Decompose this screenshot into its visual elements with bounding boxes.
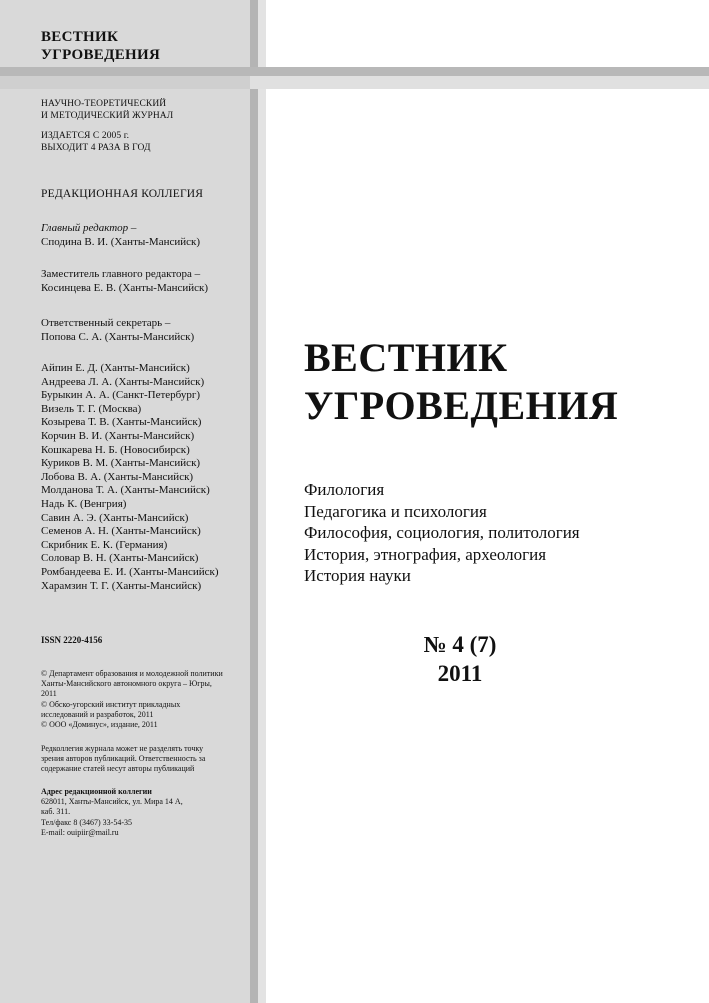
board-member: Визель Т. Г. (Москва) bbox=[41, 402, 142, 415]
chief-editor-name: Сподина В. И. (Ханты-Мансийск) bbox=[41, 235, 201, 248]
executive-secretary-role: Ответственный секретарь – bbox=[41, 317, 171, 329]
sidebar-title-line-2: УГРОВЕДЕНИЯ bbox=[41, 47, 161, 63]
section-item: Философия, социология, политология bbox=[304, 523, 580, 543]
address-heading bbox=[41, 787, 183, 797]
copyright-line: © Обско-угорский институт прикладных bbox=[41, 699, 181, 709]
journal-kind-line-2: И МЕТОДИЧЕСКИЙ ЖУРНАЛ bbox=[41, 110, 174, 121]
copyright-line: исследований и разработок, 2011 bbox=[41, 709, 154, 719]
board-member: Харамзин Т. Г. (Ханты-Мансийск) bbox=[41, 579, 202, 592]
sidebar-title-line-1: ВЕСТНИК bbox=[41, 29, 119, 45]
vertical-stripe-dark bbox=[250, 0, 258, 1003]
publication-per-year: ВЫХОДИТ 4 РАЗА В ГОД bbox=[41, 142, 151, 153]
section-item: Педагогика и психология bbox=[304, 501, 487, 521]
board-member: Соловар В. Н. (Ханты-Мансийск) bbox=[41, 552, 199, 565]
copyright-block bbox=[41, 669, 223, 730]
board-member: Козырева Т. В. (Ханты-Мансийск) bbox=[41, 416, 202, 429]
disclaimer-block bbox=[41, 744, 205, 775]
board-member: Савин А. Э. (Ханты-Мансийск) bbox=[41, 511, 189, 524]
deputy-editor-name: Косинцева Е. В. (Ханты-Мансийск) bbox=[41, 281, 209, 294]
executive-secretary-name: Попова С. А. (Ханты-Мансийск) bbox=[41, 330, 195, 343]
issue-year: 2011 bbox=[437, 661, 483, 686]
board-member: Корчин В. И. (Ханты-Мансийск) bbox=[41, 429, 195, 442]
board-member: Семенов А. Н. (Ханты-Мансийск) bbox=[41, 525, 201, 538]
editorial-board-heading: РЕДАКЦИОННАЯ КОЛЛЕГИЯ bbox=[41, 188, 204, 200]
disclaimer-line: содержание статей несут авторы публикаций bbox=[41, 764, 195, 774]
section-item: Филология bbox=[304, 480, 385, 499]
main-journal-title bbox=[304, 334, 618, 430]
address-line: каб. 311. bbox=[41, 807, 71, 817]
board-members-list bbox=[41, 362, 219, 593]
chief-editor bbox=[41, 222, 200, 249]
chief-editor-role bbox=[41, 222, 200, 236]
issn-number: ISSN 2220-4156 bbox=[41, 635, 103, 645]
board-member: Бурыкин А. А. (Санкт-Петербург) bbox=[41, 389, 200, 402]
journal-kind-line-1: НАУЧНО-ТЕОРЕТИЧЕСКИЙ bbox=[41, 99, 167, 109]
publication-since: ИЗДАЕТСЯ С 2005 г. bbox=[41, 131, 130, 141]
journal-kind bbox=[41, 99, 173, 122]
board-member: Андреева Л. А. (Ханты-Мансийск) bbox=[41, 375, 205, 388]
address-line: 628011, Ханты-Мансийск, ул. Мира 14 А, bbox=[41, 797, 183, 807]
board-member: Куриков В. М. (Ханты-Мансийск) bbox=[41, 457, 201, 470]
disclaimer-line: Редколлегия журнала может не разделять точку bbox=[41, 744, 204, 753]
board-member: Кошкарева Н. Б. (Новосибирск) bbox=[41, 443, 190, 456]
board-member: Айпин Е. Д. (Ханты-Мансийск) bbox=[41, 362, 190, 374]
deputy-editor bbox=[41, 268, 208, 295]
board-member: Ромбандеева Е. И. (Ханты-Мансийск) bbox=[41, 565, 219, 578]
deputy-editor-role: Заместитель главного редактора – bbox=[41, 268, 201, 280]
issue-number: № 4 (7) bbox=[423, 632, 497, 657]
section-item: История науки bbox=[304, 566, 411, 586]
address-block bbox=[41, 787, 183, 838]
horizontal-band-sidebar bbox=[0, 76, 250, 89]
sidebar-journal-title bbox=[41, 28, 160, 64]
main-title-line-2: УГРОВЕДЕНИЯ bbox=[304, 383, 619, 428]
main-title-line-1: ВЕСТНИК bbox=[304, 335, 508, 380]
disclaimer-line: зрения авторов публикаций. Ответственность за bbox=[41, 754, 206, 764]
copyright-line: 2011 bbox=[41, 689, 57, 699]
board-member: Молданова Т. А. (Ханты-Мансийск) bbox=[41, 484, 210, 497]
address-line: Тел/факс 8 (3467) 33-54-35 bbox=[41, 817, 132, 827]
email-line: E-mail: ouipiir@mail.ru bbox=[41, 827, 119, 837]
copyright-line: Ханты-Мансийского автономного округа – Югры, bbox=[41, 679, 212, 689]
vertical-stripe-light bbox=[258, 0, 266, 1003]
section-item: История, этнография, археология bbox=[304, 544, 547, 564]
board-member: Скрибник Е. К. (Германия) bbox=[41, 538, 168, 551]
copyright-line: © Департамент образования и молодежной политики bbox=[41, 669, 223, 678]
board-member: Лобова В. А. (Ханты-Мансийск) bbox=[41, 470, 194, 483]
chief-editor-role-text: Главный редактор – bbox=[41, 222, 137, 234]
journal-sections-list bbox=[304, 479, 580, 587]
publication-frequency bbox=[41, 131, 151, 154]
address-heading-text: Адрес редакционной коллегии bbox=[41, 787, 152, 796]
copyright-line: © ООО «Доминус», издание, 2011 bbox=[41, 720, 158, 730]
issue-info bbox=[380, 630, 540, 688]
executive-secretary bbox=[41, 317, 194, 344]
board-member: Надь К. (Венгрия) bbox=[41, 497, 127, 510]
horizontal-band-dark bbox=[0, 67, 709, 76]
